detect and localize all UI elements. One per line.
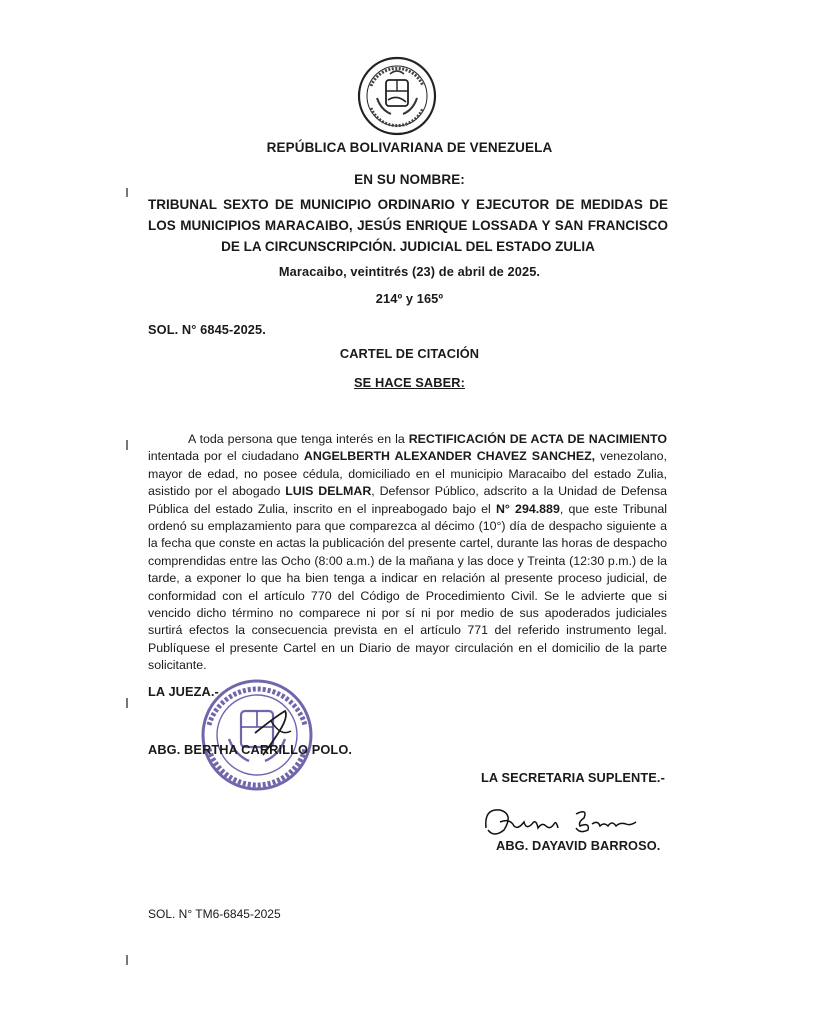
judge-name: ABG. BERTHA CARRILLO POLO.	[148, 742, 353, 757]
official-stamp	[185, 677, 327, 804]
sol-number-top: SOL. N° 6845-2025.	[148, 322, 266, 337]
judge-role: LA JUEZA.-	[148, 684, 219, 699]
country-heading: REPÚBLICA BOLIVARIANA DE VENEZUELA	[266, 140, 553, 155]
years-line: 214º y 165º	[375, 291, 444, 306]
body-text-3: venezolano, mayor de edad, no posee cédula, domiciliado en el municipio Maracaibo del estado Zulia, asistido por el abogado	[148, 449, 667, 499]
body-paragraph	[148, 431, 667, 675]
body-text-5: , que este Tribunal ordenó su emplazamiento para que comparezca al décimo (10°) día de despacho siguiente a la fecha que conste en actas la publicación del presente cartel, durante las horas de despacho comprendidas entre las Ocho (8:00 a.m.) de la mañana y las doce y Treinta (12:30 p.m.) de la tarde, a exponer lo que ha bien tenga a indicar en relación al presente proceso judicial, de conformidad con el artículo 770 del Código de Procedimiento Civil. Se le advierte que si vencido dicho término no comparece ni por sí ni por medio de sus apoderados judiciales surtirá efectos la consecuencia prevista en el artículo 771 del referido instrumento legal. Publíquese el presente Cartel en un Diario de mayor circulación en el domicilio de la parte solicitante.	[148, 501, 667, 673]
margin-mark	[126, 440, 128, 450]
secretary-name: ABG. DAYAVID BARROSO.	[496, 838, 661, 853]
margin-mark	[126, 698, 128, 708]
margin-mark	[126, 955, 128, 965]
sol-number-bottom: SOL. N° TM6-6845-2025	[148, 907, 281, 921]
in-name-heading: EN SU NOMBRE:	[354, 172, 465, 187]
margin-mark	[126, 188, 128, 197]
se-hace-saber	[0, 375, 819, 390]
body-bold-4: N° 294.889	[495, 501, 560, 516]
secretary-role: LA SECRETARIA SUPLENTE.-	[481, 770, 665, 785]
body-bold-1: RECTIFICACIÓN DE ACTA DE NACIMIENTO	[408, 432, 667, 446]
body-bold-3: LUIS DELMAR	[285, 484, 372, 499]
se-hace-saber-text: SE HACE SABER:	[354, 375, 465, 390]
cartel-title: CARTEL DE CITACIÓN	[339, 346, 480, 361]
body-text-1: A toda persona que tenga interés en la	[188, 432, 409, 446]
tribunal-heading: TRIBUNAL SEXTO DE MUNICIPIO ORDINARIO Y EJECUTOR DE MEDIDAS DE LOS MUNICIPIOS MARACAIBO, JESÚS ENRIQUE LOSSADA Y SAN FRANCISCO DE LA CIRCUNSCRIPCIÓN. JUDICIAL DEL ESTADO ZULIA	[148, 197, 668, 254]
body-bold-2: ANGELBERTH ALEXANDER CHAVEZ SANCHEZ,	[303, 449, 596, 464]
date-line: Maracaibo, veintitrés (23) de abril de 2025.	[278, 264, 541, 279]
body-text-4: , Defensor Público, adscrito a la Unidad de Defensa Pública del estado Zulia, inscrito en el inpreabogado bajo el	[148, 484, 667, 516]
body-text-2: intentada por el ciudadano	[148, 449, 304, 464]
coat-of-arms-seal	[357, 56, 437, 141]
